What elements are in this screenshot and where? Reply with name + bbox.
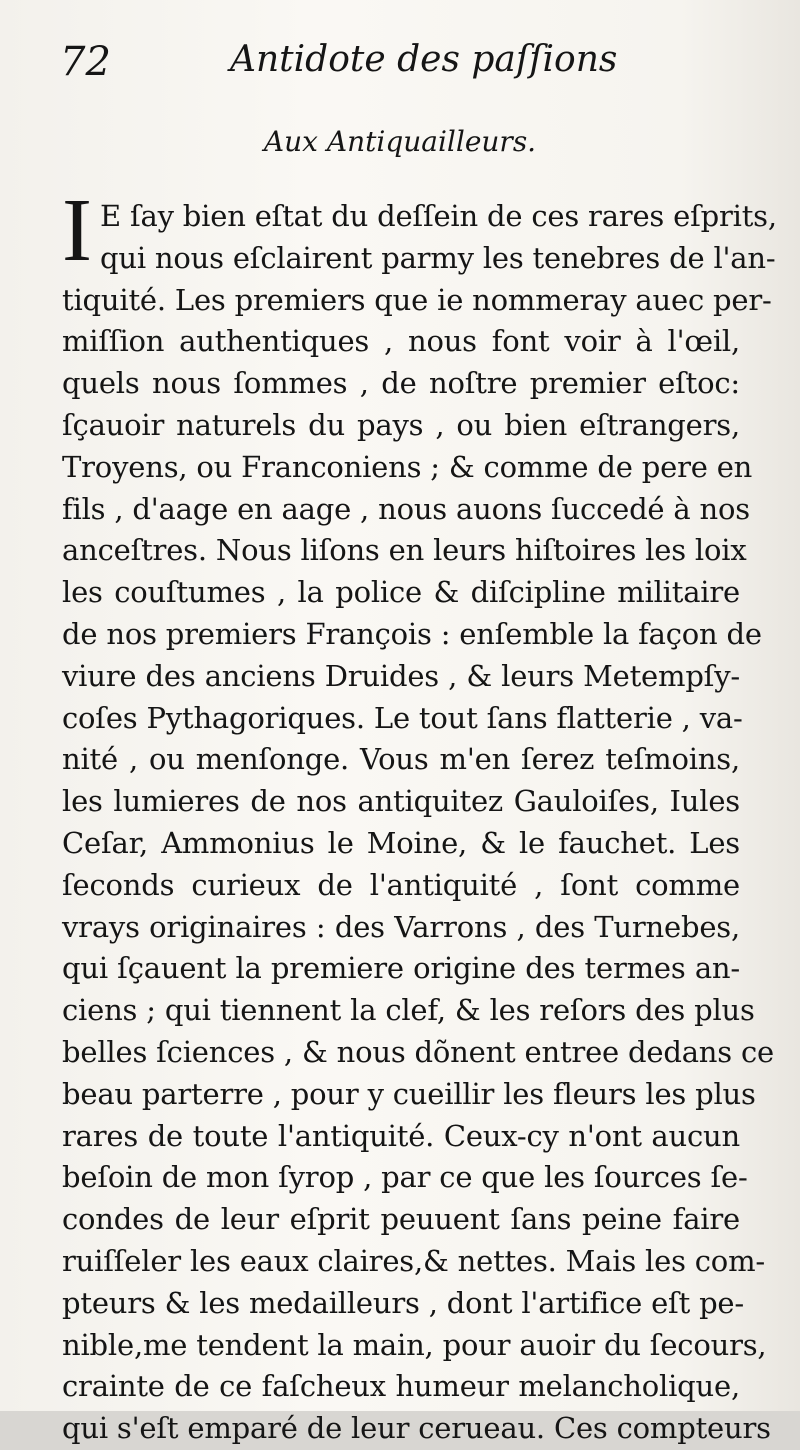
text-line: beau parterre , pour y cueillir les fleurs les plus	[62, 1076, 756, 1111]
text-line: Ceſar, Ammonius le Moine, & le fauchet. Les	[62, 825, 740, 860]
text-line: miſſion authentiques , nous font voir à l'œil,	[62, 324, 740, 359]
text-line: E ſay bien eſtat du deſſein de ces rares eſprits,	[100, 199, 777, 233]
text-line: viure des anciens Druides , & leurs Metempſy-	[62, 658, 740, 693]
text-line: nible,me tendent la main, pour auoir du ſecours,	[62, 1327, 767, 1362]
text-line: qui ſçauent la premiere origine des termes an-	[62, 951, 740, 986]
drop-cap: I	[62, 181, 92, 280]
text-line: tiquité. Les premiers que ie nommeray auec per-	[62, 282, 772, 317]
body-text	[62, 196, 777, 1450]
text-line: crainte de ce faſcheux humeur melancholique,	[62, 1369, 740, 1404]
text-line: fils , d'aage en aage , nous auons ſuccedé à nos	[62, 491, 750, 526]
text-line: belles ſciences , & nous dõnent entree dedans ce	[62, 1034, 774, 1069]
text-line: pteurs & les medailleurs , dont l'artifice eſt pe-	[62, 1285, 744, 1320]
text-line: condes de leur eſprit peuuent ſans peine faire	[62, 1202, 740, 1237]
section-title: Aux Antiquailleurs.	[263, 125, 537, 158]
text-line: coſes Pythagoriques. Le tout ſans flatterie , va-	[62, 700, 743, 735]
text-line: les lumieres de nos antiquitez Gauloiſes, Iules	[62, 784, 740, 819]
running-title: Antidote des paſſions	[230, 39, 618, 80]
text-line: qui nous eſclairent parmy les tenebres de l'an-	[100, 240, 776, 275]
text-line: vrays originaires : des Varrons , des Turnebes,	[62, 909, 740, 944]
text-line: les couſtumes , la police & diſcipline militaire	[62, 575, 740, 610]
text-line: de nos premiers François : enſemble la façon de	[62, 616, 762, 651]
text-line: qui s'eſt emparé de leur cerueau. Ces compteurs	[62, 1411, 771, 1446]
text-line: ciens ; qui tiennent la clef, & les reſors des plus	[62, 993, 755, 1028]
text-line: anceſtres. Nous liſons en leurs hiſtoires les loix	[62, 533, 747, 568]
text-line: beſoin de mon ſyrop , par ce que les ſources ſe-	[62, 1160, 748, 1195]
text-line: Troyens, ou Franconiens ; & comme de pere en	[62, 449, 753, 484]
text-line: ruiſſeler les eaux claires,& nettes. Mais les com-	[62, 1243, 765, 1278]
text-line: nité , ou menſonge. Vous m'en ſerez teſmoins,	[62, 742, 740, 777]
text-line: rares de toute l'antiquité. Ceux-cy n'ont aucun	[62, 1118, 740, 1153]
page-number: 72	[60, 39, 111, 85]
text-line: ſçauoir naturels du pays , ou bien eſtrangers,	[62, 407, 740, 442]
text-line: quels nous ſommes , de noſtre premier eſtoc:	[62, 366, 740, 401]
text-line: ſeconds curieux de l'antiquité , ſont comme	[62, 867, 740, 902]
